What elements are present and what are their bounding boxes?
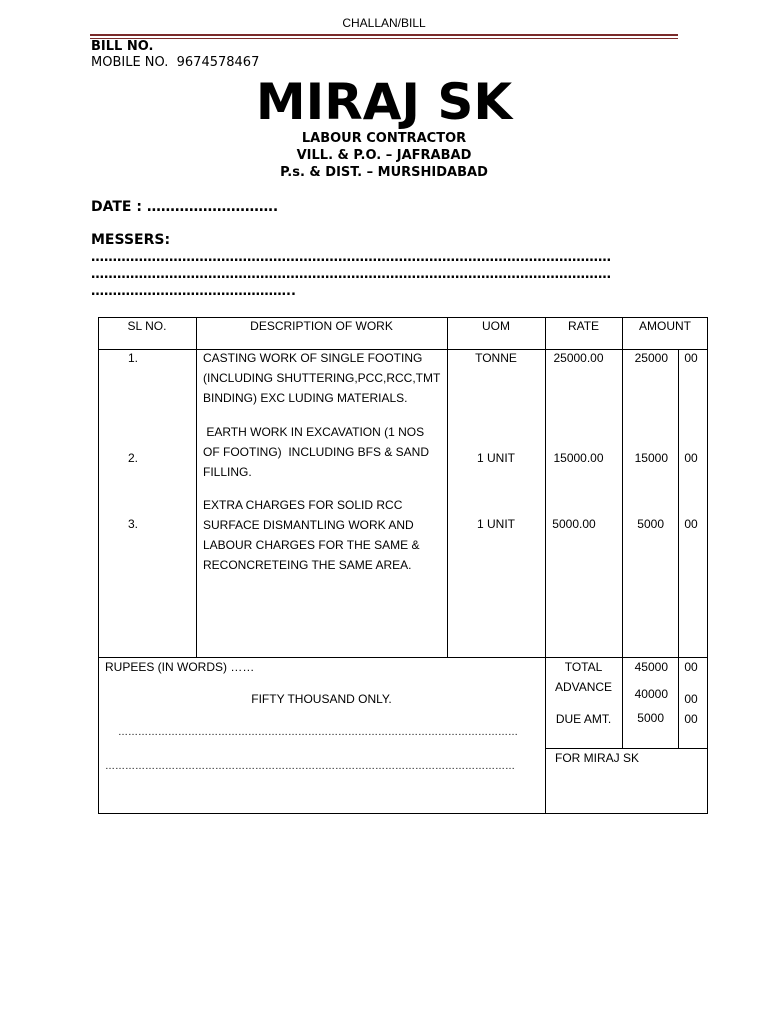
- col-divider-sl: [196, 317, 197, 658]
- row-2-rate: 15000.00: [553, 451, 604, 465]
- row-3-uom: 1 UNIT: [476, 517, 515, 531]
- advance-label: ADVANCE: [554, 680, 613, 694]
- header-uom: UOM: [482, 319, 510, 333]
- row-2-amount: 15000: [634, 451, 668, 465]
- header-sl-no: SL NO.: [127, 319, 167, 333]
- header-amount: AMOUNT: [639, 319, 691, 333]
- row-1-rate: 25000.00: [553, 351, 604, 365]
- rupees-in-words-value: FIFTY THOUSAND ONLY.: [251, 692, 392, 706]
- due-amount-value: 5000: [637, 711, 664, 725]
- row-3-amount: 5000: [637, 517, 664, 531]
- header-description: DESCRIPTION OF WORK: [250, 319, 393, 333]
- header-rule-thin: [90, 38, 678, 39]
- messers-label: MESSERS:: [91, 232, 171, 248]
- row-2-description: EARTH WORK IN EXCAVATION (1 NOS OF FOOTING) INCLUDING BFS & SAND FILLING.: [203, 425, 433, 479]
- row-2-sl: 2.: [127, 451, 138, 465]
- total-paise: 00: [684, 660, 698, 674]
- document-header-label: CHALLAN/BILL: [342, 16, 426, 30]
- signature-label: FOR MIRAJ SK: [555, 751, 640, 765]
- row-3-sl: 3.: [127, 517, 138, 531]
- row-1-sl: 1.: [127, 351, 138, 365]
- header-rate: RATE: [567, 319, 600, 333]
- messers-line-2: …………………………………………………………………………………………………………: [91, 267, 611, 282]
- total-label: TOTAL: [564, 660, 603, 674]
- row-1-description: CASTING WORK OF SINGLE FOOTING (INCLUDING SHUTTERING,PCC,RCC,TMT BINDING) EXC LUDING MATERIALS.: [203, 351, 441, 405]
- words-dotted-line-2: ……………………………………………………………………………………………………………: [105, 761, 515, 772]
- due-amount-paise: 00: [684, 712, 698, 726]
- mobile-number: [91, 55, 259, 70]
- company-address-district: P.s. & DIST. – MURSHIDABAD: [280, 165, 488, 180]
- messers-line-3: ………………………………………..: [91, 284, 296, 299]
- bill-no-label: BILL NO.: [91, 39, 154, 54]
- header-rule-thick: [90, 34, 678, 36]
- mobile-label: MOBILE NO.: [91, 55, 169, 70]
- col-divider-desc: [447, 317, 448, 658]
- company-name: MIRAJ SK: [255, 73, 513, 131]
- mobile-value: 9674578467: [176, 55, 260, 70]
- row-2-uom: 1 UNIT: [476, 451, 515, 465]
- date-field: DATE : ……………………….: [91, 199, 279, 215]
- rupees-in-words-label: RUPEES (IN WORDS) ……: [105, 660, 255, 674]
- row-1-paise: 00: [684, 351, 698, 365]
- row-2-paise: 00: [684, 451, 698, 465]
- words-dotted-line-1: …………………………………………………………………………………………………………: [118, 727, 518, 738]
- total-amount: 45000: [634, 660, 668, 674]
- row-3-rate: 5000.00: [552, 517, 596, 531]
- advance-paise: 00: [684, 692, 698, 706]
- company-tagline: LABOUR CONTRACTOR: [301, 131, 467, 146]
- row-1-amount: 25000: [634, 351, 668, 365]
- row-3-description: EXTRA CHARGES FOR SOLID RCC SURFACE DISMANTLING WORK AND LABOUR CHARGES FOR THE SAME & RECONCRETEING THE SAME AREA.: [203, 498, 420, 572]
- due-amount-label: DUE AMT.: [555, 712, 612, 726]
- company-address-village: VILL. & P.O. – JAFRABAD: [296, 148, 472, 163]
- advance-amount: 40000: [634, 687, 668, 701]
- col-divider-uom: [545, 317, 546, 814]
- row-3-paise: 00: [684, 517, 698, 531]
- messers-line-1: …………………………………………………………………………………………………………: [91, 250, 611, 265]
- row-1-uom: TONNE: [475, 351, 517, 365]
